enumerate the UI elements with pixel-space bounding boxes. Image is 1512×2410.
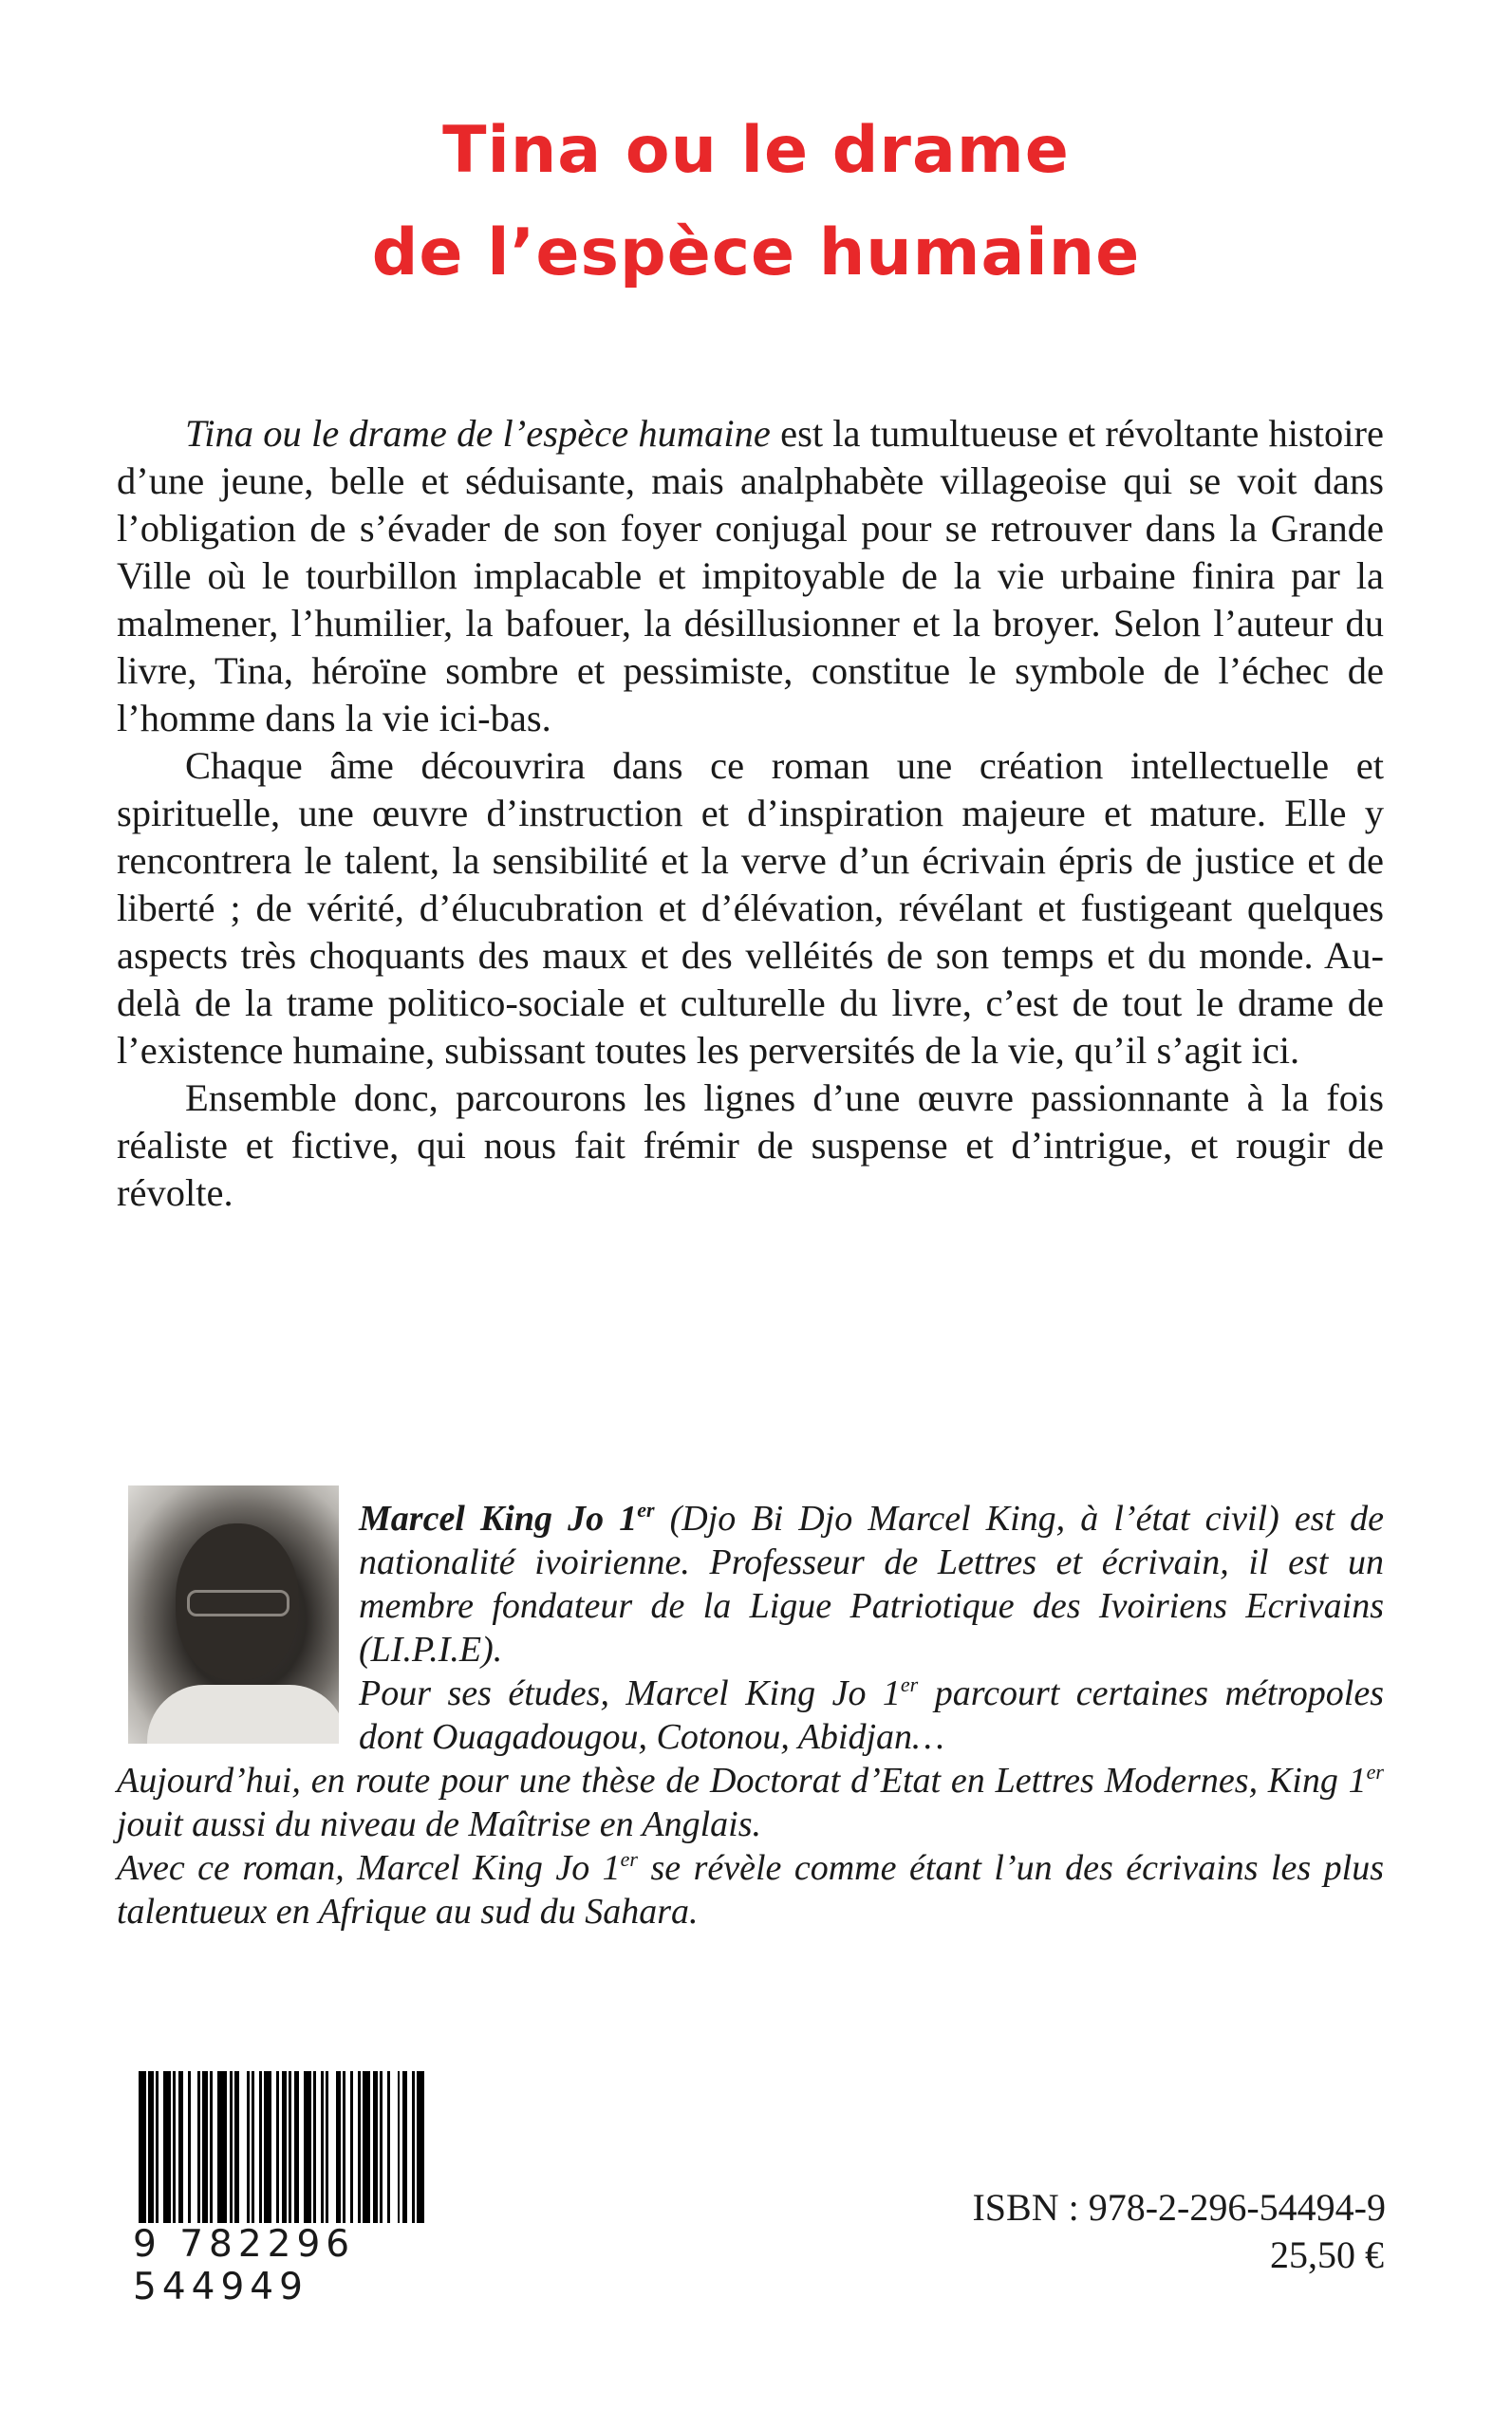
barcode-space xyxy=(191,2071,198,2223)
isbn-number: ISBN : 978-2-296-54494-9 xyxy=(972,2186,1386,2229)
author-bio-inset xyxy=(359,1497,1384,1759)
barcode-bars xyxy=(139,2071,514,2223)
barcode-space xyxy=(239,2071,247,2223)
barcode-space xyxy=(390,2071,398,2223)
blurb-paragraph-1-text: est la tumultueuse et révoltante histoire d’une jeune, belle et séduisante, mais analphabète villageoise qui se voit dans l’obligation de s’évader de son foyer conjugal pour se retrouver dans la Grande Ville où le tourbillon implacable et impitoyable de la vie urbaine finira par la malmener, l’humilier, la bafouer, la désillusionner et la broyer. Selon l’auteur du livre, Tina, héroïne sombre et pessimiste, constitue le symbole de l’échec de l’homme dans la vie ici-bas. xyxy=(117,412,1384,739)
barcode-bar xyxy=(363,2071,370,2223)
barcode-bar xyxy=(217,2071,227,2223)
back-cover-blurb xyxy=(117,410,1384,1217)
author-bio-intro: Marcel King Jo 1er (Djo Bi Djo Marcel King, à l’état civil) est de nationalité ivoirienne. Professeur de Lettres et écrivain, il est un membre fondateur de la Ligue Patriotique des Ivoiriens Ecrivains (LI.P.I.E). xyxy=(359,1498,1384,1670)
book-price: 25,50 € xyxy=(1270,2233,1384,2276)
author-bio-today: Aujourd’hui, en route pour une thèse de Doctorat d’Etat en Lettres Modernes, King 1er jouit aussi du niveau de Maîtrise en Anglais. xyxy=(117,1760,1384,1844)
book-title-line-1: Tina ou le drame xyxy=(442,113,1070,188)
author-bio xyxy=(117,1497,1384,1934)
barcode-bar xyxy=(163,2071,171,2223)
barcode-digits: 9 782296 544949 xyxy=(133,2223,356,2308)
barcode-bar xyxy=(264,2071,271,2223)
author-bio-studies: Pour ses études, Marcel King Jo 1er parcourt certaines métropoles dont Ouagadougou, Cotonou, Abidjan… xyxy=(359,1672,1384,1757)
book-title xyxy=(0,100,1512,305)
author-name: Marcel King Jo 1er xyxy=(359,1498,655,1539)
barcode-bar xyxy=(417,2071,424,2223)
blurb-paragraph-3: Ensemble donc, parcourons les lignes d’une œuvre passionnante à la fois réaliste et fictive, qui nous fait frémir de suspense et d’intrigue, et rougir de révolte. xyxy=(117,1076,1384,1214)
barcode-bar xyxy=(139,2071,146,2223)
blurb-paragraph-1 xyxy=(117,410,1384,742)
book-title-line-2: de l’espèce humaine xyxy=(371,215,1141,290)
author-bio-novel: Avec ce roman, Marcel King Jo 1er se révèle comme étant l’un des écrivains les plus talentueux en Afrique au sud du Sahara. xyxy=(117,1847,1384,1932)
blurb-title-italic: Tina ou le drame de l’espèce humaine xyxy=(185,412,771,455)
barcode-space xyxy=(328,2071,336,2223)
blurb-paragraph-2: Chaque âme découvrira dans ce roman une création intellectuelle et spirituelle, une œuvre d’instruction et d’inspiration majeure et mature. Elle y rencontrera le talent, la sensibilité et la verve d’un écrivain épris de justice et de liberté ; de vérité, d’élucubration et d’élévation, révélant et fustigeant quelques aspects très choquants des maux et des velléités de son temps et du monde. Au-delà de la trame politico-sociale et culturelle du livre, c’est de tout le drame de l’existence humaine, subissant toutes les perversités de la vie, qu’il s’agit ici. xyxy=(117,744,1384,1072)
barcode-bar xyxy=(304,2071,311,2223)
barcode-space xyxy=(424,2071,427,2223)
